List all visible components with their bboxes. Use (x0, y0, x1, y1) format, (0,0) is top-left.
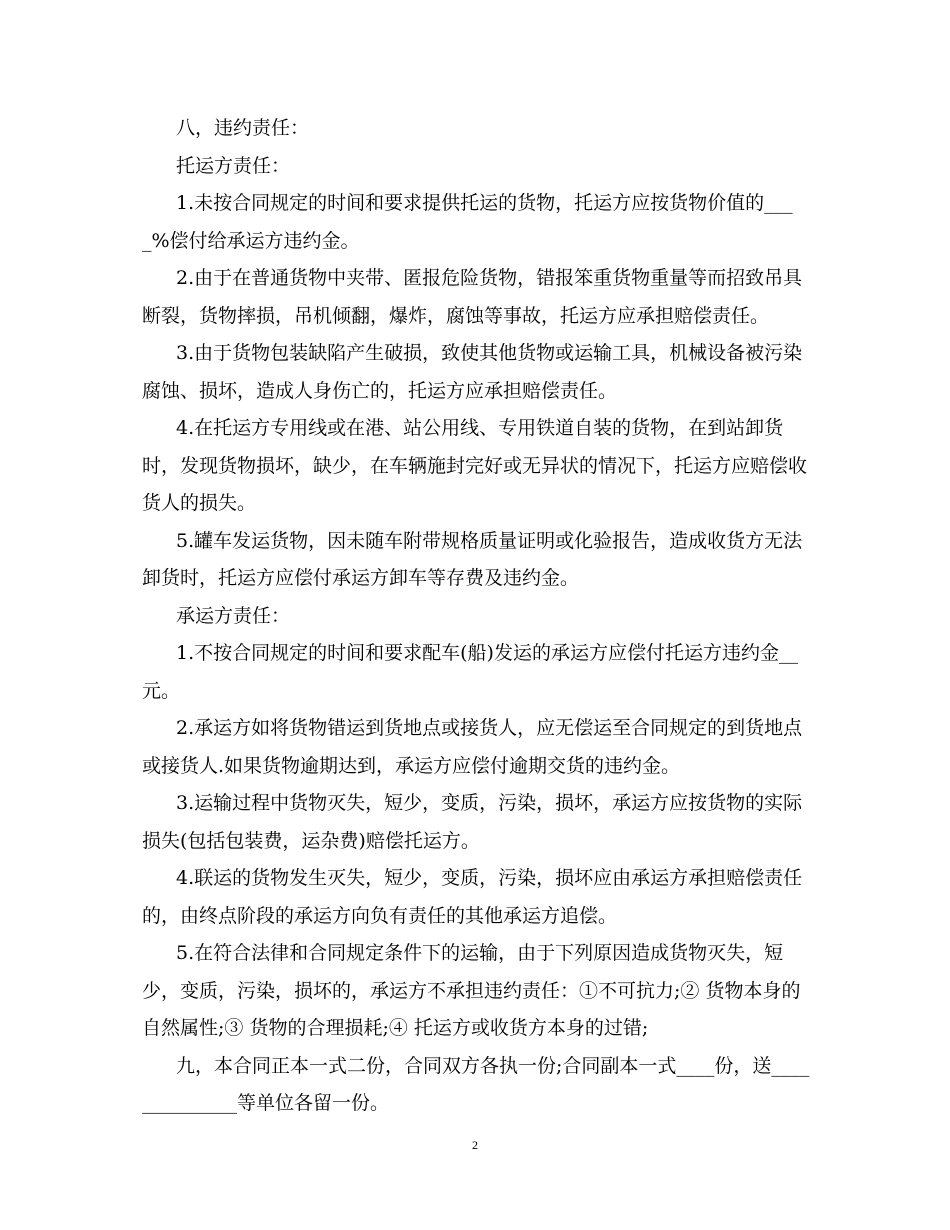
section-8-heading: 八，违约责任： (176, 117, 310, 139)
carrier-liability-heading: 承运方责任： (176, 604, 291, 627)
carrier-clause-4: 4.联运的货物发生灭失，短少，变质，污染，损坏应由承运方承担赔偿责任的，由终点阶段的承运方向负有责任的其他承运方追偿。 (142, 867, 803, 927)
shipper-clause-1: 1.未按合同规定的时间和要求提供托运的货物，托运方应按货物价值的____%偿付给承运方违约金。 (142, 192, 793, 252)
shipper-clause-2: 2.由于在普通货物中夹带、匿报危险货物，错报笨重货物重量等而招致吊具断裂，货物摔损，吊机倾翻，爆炸，腐蚀等事故，托运方应承担赔偿责任。 (142, 267, 803, 327)
section-9-paragraph: 九，本合同正本一式二份，合同双方各执一份;合同副本一式____份，送______________等单位各留一份。 (142, 1054, 810, 1114)
carrier-clause-1: 1.不按合同规定的时间和要求配车(船)发运的承运方应偿付托运方违约金__元。 (142, 642, 798, 702)
shipper-clause-5: 5.罐车发运货物，因未随车附带规格质量证明或化验报告，造成收货方无法卸货时，托运方应偿付承运方卸车等存费及违约金。 (142, 529, 803, 589)
carrier-clause-5: 5.在符合法律和合同规定条件下的运输，由于下列原因造成货物灭失，短少，变质，污染，损坏的，承运方不承担违约责任：①不可抗力;② 货物本身的自然属性;③ 货物的合理损耗;④ 托运方或收货方本身的过错; (142, 942, 801, 1039)
page-number: 2 (472, 1138, 478, 1152)
carrier-clause-3: 3.运输过程中货物灭失，短少，变质，污染，损坏，承运方应按货物的实际损失(包括包装费，运杂费)赔偿托运方。 (142, 792, 803, 852)
carrier-clause-2: 2.承运方如将货物错运到货地点或接货人，应无偿运至合同规定的到货地点或接货人.如果货物逾期达到，承运方应偿付逾期交货的违约金。 (142, 717, 803, 777)
shipper-clause-4: 4.在托运方专用线或在港、站公用线、专用铁道自装的货物，在到站卸货时，发现货物损坏，缺少，在车辆施封完好或无异状的情况下，托运方应赔偿收货人的损失。 (142, 417, 808, 514)
shipper-liability-heading: 托运方责任： (176, 154, 291, 177)
document-body (142, 110, 810, 1123)
shipper-clause-3: 3.由于货物包装缺陷产生破损，致使其他货物或运输工具，机械设备被污染腐蚀、损坏，造成人身伤亡的，托运方应承担赔偿责任。 (142, 342, 803, 402)
